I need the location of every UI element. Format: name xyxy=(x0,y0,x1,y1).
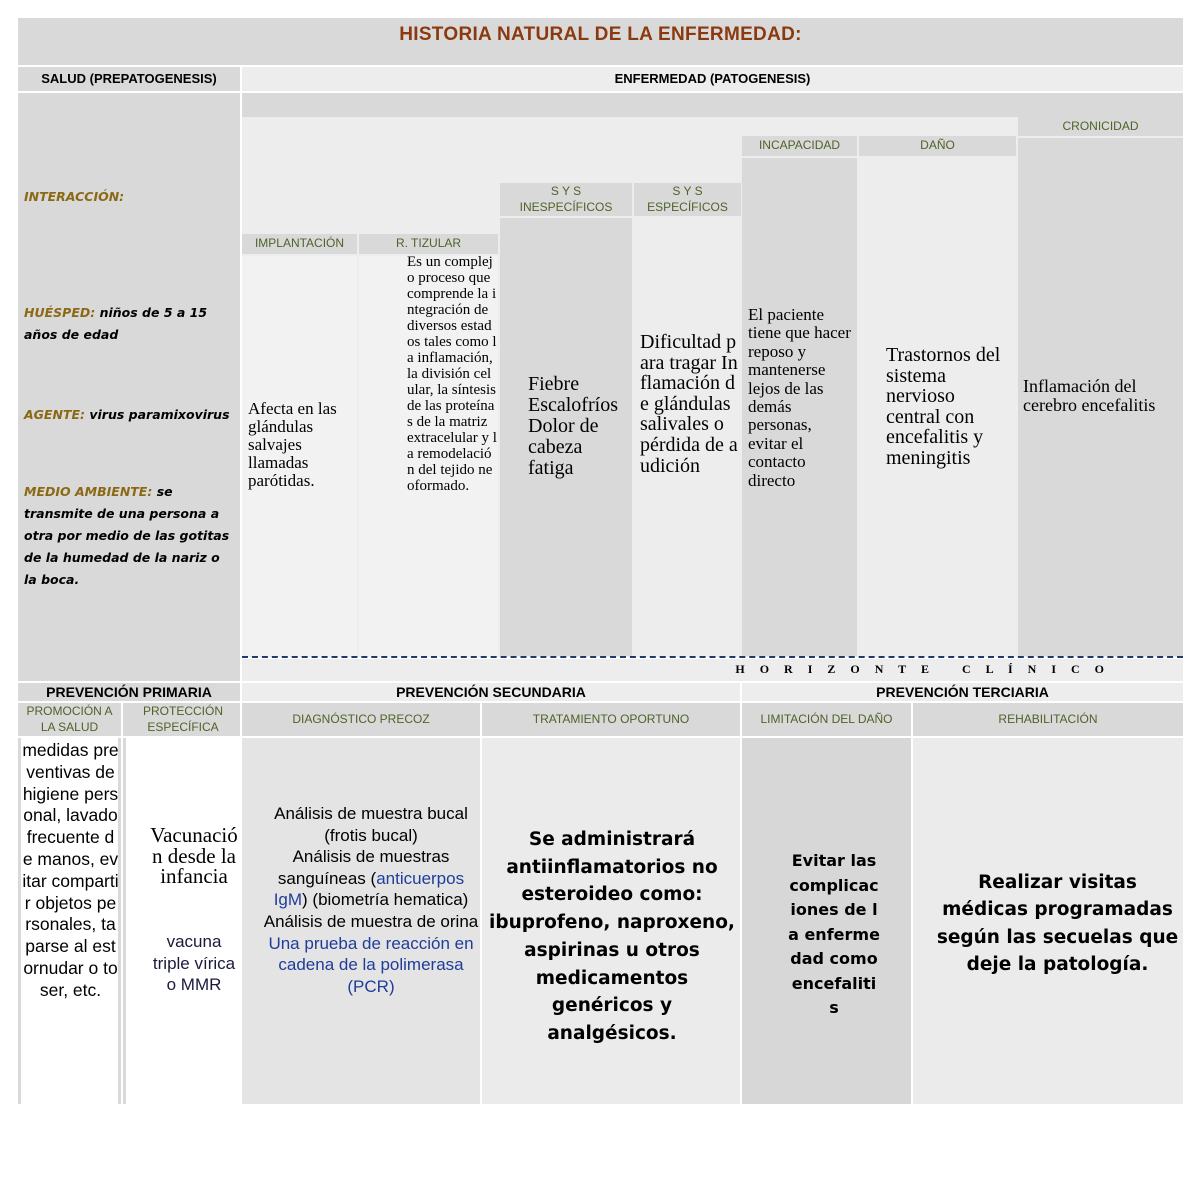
diag-2a: Análisis de muestras sanguíneas ( xyxy=(277,847,450,888)
diag-2b: anticuerpos xyxy=(376,868,465,888)
page-title: HISTORIA NATURAL DE LA ENFERMEDAD: xyxy=(399,24,802,45)
tizular-text: Es un complejo proceso que comprende la integración de diversos estados tales como la inflamación, la división celular, la síntesis de las proteínas de la matriz extracelular y la remodelación del tejido neoformado. xyxy=(407,254,497,494)
huesped-text: niños de 5 a 15 años de edad xyxy=(24,305,208,342)
sys-inesp-header: S Y S INESPECÍFICOS xyxy=(519,183,613,214)
proteccion-cell xyxy=(123,738,240,1104)
agente-label: AGENTE: xyxy=(24,407,85,422)
agente-text: virus paramixovirus xyxy=(85,407,230,422)
diag-item-2 xyxy=(262,846,480,911)
salud-header: SALUD (PREPATOGENESIS) xyxy=(41,70,217,86)
diag-item-4: Una prueba de reacción en cadena de la polimerasa (PCR) xyxy=(268,933,474,996)
rehabilitacion-text: Realizar visitas médicas programadas según las secuelas que deje la patología. xyxy=(936,872,1179,976)
proteccion-text: vacuna triple vírica o MMR xyxy=(152,932,236,994)
promocion-text: medidas preventivas de higiene personal, lavado frecuente de manos, evitar compartir objetos personales, taparse al estornudar o toser, etc. xyxy=(22,740,119,1000)
dano-text: Trastornos del sistema nervioso central con encefalitis y meningitis xyxy=(886,344,1001,469)
proteccion-title: Vacunación desde la infancia xyxy=(150,823,238,889)
interaccion-label: INTERACCIÓN: xyxy=(24,189,125,204)
implantacion-text: Afecta en las glándulas salvajes llamadas parótidas. xyxy=(248,399,337,490)
promocion-header: PROMOCIÓN A LA SALUD xyxy=(26,703,113,734)
agente-block xyxy=(24,404,234,426)
horizonte-line xyxy=(242,656,1183,658)
primaria-header: PREVENCIÓN PRIMARIA xyxy=(46,683,212,700)
diag-2d: ) (biometría hematica) xyxy=(302,890,469,910)
dano-header: DAÑO xyxy=(920,138,955,153)
incapacidad-header: INCAPACIDAD xyxy=(758,138,841,153)
medio-text: se transmite de una persona a otra por medio de las gotitas de la humedad de la nariz o la boca. xyxy=(24,484,230,587)
medio-block xyxy=(24,481,236,591)
enfermedad-header: ENFERMEDAD (PATOGENESIS) xyxy=(614,70,811,86)
limitacion-header: LIMITACIÓN DEL DAÑO xyxy=(760,711,893,726)
sys-esp-header: S Y S ESPECÍFICOS xyxy=(647,183,728,214)
huesped-label: HUÉSPED: xyxy=(24,305,96,320)
implantacion-header: IMPLANTACIÓN xyxy=(254,236,345,251)
patogenesis-top xyxy=(242,93,1183,117)
medio-label: MEDIO AMBIENTE: xyxy=(24,484,153,499)
diag-item-1: Análisis de muestra bucal (frotis bucal) xyxy=(274,804,468,845)
diagnostico-header: DIAGNÓSTICO PRECOZ xyxy=(292,711,430,726)
salud-panel xyxy=(18,93,240,681)
diag-item-3: Análisis de muestra de orina xyxy=(263,911,479,931)
diag-2c: IgM xyxy=(273,890,303,910)
tratamiento-text: Se administrará antiinflamatorios no esteroideo como: ibuprofeno, naproxeno, aspirinas u otros medicamentos genéricos y analgésicos. xyxy=(489,829,735,1044)
sys-esp-text: Dificultad para tragar Inflamación de glándulas salivales o pérdida de audición xyxy=(640,331,738,477)
tizular-header: R. TIZULAR xyxy=(395,236,462,251)
secundaria-header: PREVENCIÓN SECUNDARIA xyxy=(396,683,586,700)
sys-inesp-text: Fiebre Escalofríos Dolor de cabeza fatiga xyxy=(528,373,618,479)
diagnostico-text xyxy=(262,803,480,997)
proteccion-header: PROTECCIÓN ESPECÍFICA xyxy=(142,703,223,734)
cronicidad-text: Inflamación del cerebro encefalitis xyxy=(1023,376,1156,415)
terciaria-header: PREVENCIÓN TERCIARIA xyxy=(876,683,1049,700)
horizonte-label: H O R I Z O N T E C L Í N I C O xyxy=(735,662,1110,676)
tratamiento-header: TRATAMIENTO OPORTUNO xyxy=(532,711,690,726)
rehabilitacion-header: REHABILITACIÓN xyxy=(998,711,1098,726)
huesped-block xyxy=(24,302,234,346)
incapacidad-text: El paciente tiene que hacer reposo y mantenerse lejos de las demás personas, evitar el contacto directo xyxy=(748,305,851,490)
cronicidad-header: CRONICIDAD xyxy=(1062,118,1139,133)
limitacion-text: Evitar las complicaciones de la enfermedad como encefalitis xyxy=(788,851,880,1017)
